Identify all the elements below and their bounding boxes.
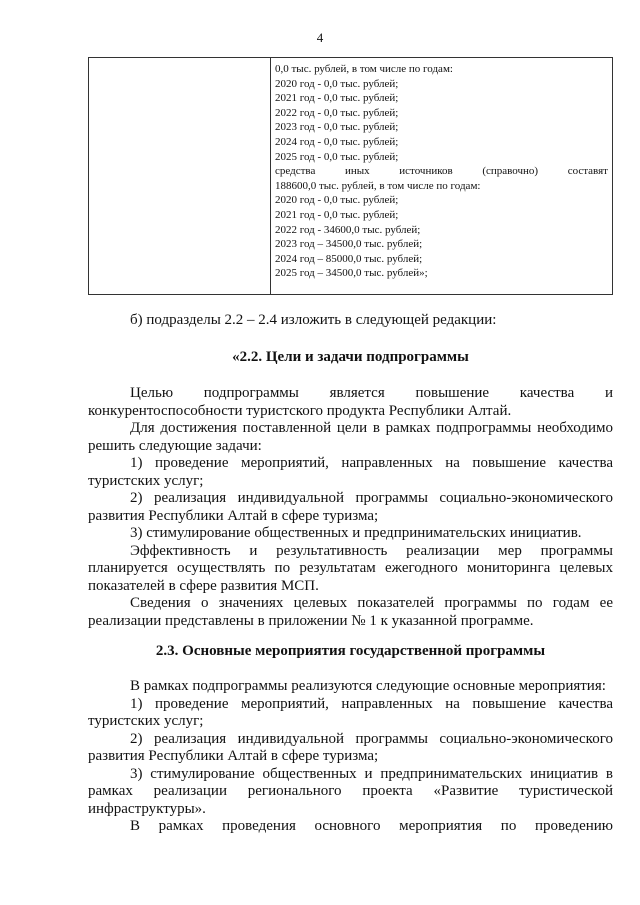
- word: повышение: [415, 385, 490, 401]
- goal-line: [88, 385, 613, 403]
- section-2-3-body: [88, 678, 613, 836]
- efficiency-paragraph: Эффективность и результативность реализации мер программы планируется осуществлять по результатам ежегодного мониторинга целевых показателей в сфере развития МСП.: [88, 542, 613, 594]
- tasks-intro: Для достижения поставленной цели в рамках подпрограммы необходимо решить следующие задачи:: [88, 420, 613, 454]
- funding-line: 2025 год – 34500,0 тыс. рублей»;: [275, 267, 428, 280]
- measure-item: 2) реализация индивидуальной программы социально-экономического развития Республики Алтай в сфере туризма;: [88, 730, 613, 764]
- measure-item: 3) стимулирование общественных и предпринимательских инициатив в рамках реализации регионального проекта «Развитие туристической инфраструктуры».: [88, 765, 613, 817]
- page-number: 4: [316, 30, 324, 45]
- section-2-3-heading: 2.3. Основные мероприятия государственной программы: [155, 643, 546, 659]
- targets-paragraph: Сведения о значениях целевых показателей программы по годам ее реализации представлены в приложении № 1 к указанной программе.: [88, 595, 613, 629]
- funding-line: 2022 год - 34600,0 тыс. рублей;: [275, 223, 421, 236]
- word: (справочно): [482, 165, 539, 178]
- word: источников: [399, 165, 453, 178]
- section-2-2-heading: «2.2. Цели и задачи подпрограммы: [232, 349, 469, 365]
- task-item: 1) проведение мероприятий, направленных на повышение качества туристских услуг;: [88, 455, 613, 489]
- funding-table: [88, 57, 613, 295]
- task-item: 3) стимулирование общественных и предпринимательских инициатив.: [130, 525, 582, 541]
- word: Целью: [130, 385, 174, 401]
- word: рамках: [158, 818, 204, 834]
- word: проведения: [222, 818, 296, 834]
- word: и: [604, 385, 613, 401]
- word: иных: [344, 165, 370, 178]
- funding-line: 2020 год - 0,0 тыс. рублей;: [275, 77, 399, 90]
- table-left-cell: [89, 58, 271, 294]
- word: В: [130, 818, 141, 834]
- other-sources-line: [275, 164, 608, 179]
- funding-line: 2023 год - 0,0 тыс. рублей;: [275, 121, 399, 134]
- word: подпрограммы: [203, 385, 299, 401]
- funding-line: 188600,0 тыс. рублей, в том числе по годам:: [275, 179, 481, 192]
- funding-line: 2025 год - 0,0 тыс. рублей;: [275, 150, 399, 163]
- section-2-2-body: [88, 385, 613, 630]
- funding-line: 2022 год - 0,0 тыс. рублей;: [275, 106, 399, 119]
- table-right-cell: [271, 58, 612, 294]
- funding-line: 2023 год – 34500,0 тыс. рублей;: [275, 238, 423, 251]
- goal-line-2: конкурентоспособности туристского продукта Республики Алтай.: [88, 402, 512, 419]
- word: составят: [567, 165, 608, 178]
- word: основного: [314, 818, 381, 834]
- measures-intro: В рамках подпрограммы реализуются следующие основные мероприятия:: [130, 678, 606, 694]
- funding-line: 2020 год - 0,0 тыс. рублей;: [275, 194, 399, 207]
- funding-line: 2024 год - 0,0 тыс. рублей;: [275, 135, 399, 148]
- funding-line: 2024 год – 85000,0 тыс. рублей;: [275, 252, 423, 265]
- last-line: [88, 818, 613, 836]
- funding-line: 2021 год - 0,0 тыс. рублей;: [275, 208, 399, 221]
- intro-paragraph: б) подразделы 2.2 – 2.4 изложить в следующей редакции:: [130, 312, 497, 328]
- word: средства: [275, 165, 316, 178]
- word: мероприятия: [399, 818, 483, 834]
- funding-line: 2021 год - 0,0 тыс. рублей;: [275, 92, 399, 105]
- word: проведению: [534, 818, 613, 834]
- word: качества: [519, 385, 575, 401]
- funding-line: 0,0 тыс. рублей, в том числе по годам:: [275, 63, 453, 75]
- word: по: [500, 818, 517, 834]
- task-item: 2) реализация индивидуальной программы социально-экономического развития Республики Алтай в сфере туризма;: [88, 490, 613, 524]
- word: является: [329, 385, 385, 401]
- measure-item: 1) проведение мероприятий, направленных на повышение качества туристских услуг;: [88, 695, 613, 729]
